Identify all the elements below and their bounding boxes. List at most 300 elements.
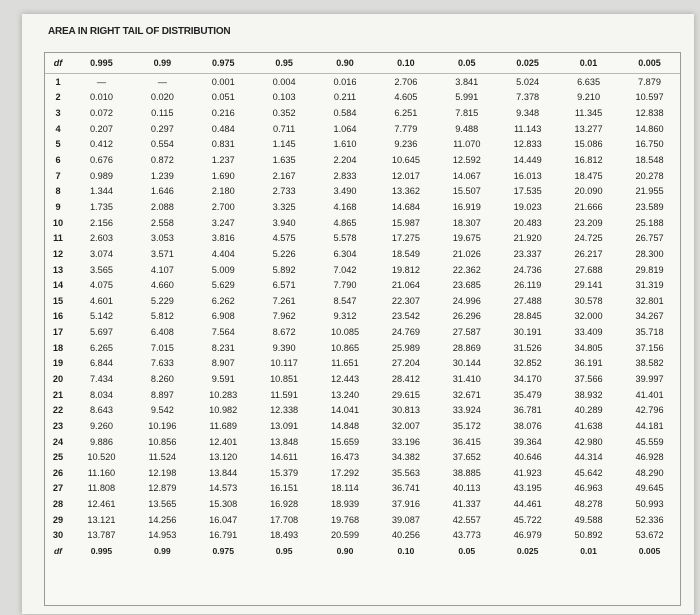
value-cell: 40.289 (574, 405, 603, 416)
value-cell: 11.591 (270, 389, 298, 400)
table-row (45, 90, 680, 106)
value-cell: 40.113 (453, 483, 481, 494)
value-cell: 18.493 (270, 530, 299, 541)
value-cell: 44.461 (513, 499, 542, 510)
value-cell: 18.548 (635, 155, 664, 166)
value-cell: 6.304 (333, 248, 357, 259)
df-cell: 17 (52, 327, 64, 338)
table-row (45, 402, 680, 418)
value-cell: 17.275 (391, 233, 420, 244)
value-cell: 6.571 (272, 280, 296, 291)
value-cell: 30.813 (391, 405, 420, 416)
value-cell: 6.262 (211, 295, 235, 306)
df-header: df (45, 53, 71, 74)
table-row (45, 152, 680, 168)
value-cell: 32.852 (513, 358, 542, 369)
table-row (45, 528, 680, 544)
value-cell: 0.711 (272, 123, 296, 134)
value-cell: 1.237 (211, 155, 235, 166)
value-cell: 0.989 (89, 170, 113, 181)
table-row (45, 340, 680, 356)
value-cell: 9.312 (333, 311, 357, 322)
value-cell: 3.490 (333, 186, 357, 197)
table-row (45, 168, 680, 184)
value-cell: 48.290 (635, 467, 664, 478)
df-cell: 16 (52, 311, 64, 322)
value-cell: 9.886 (89, 436, 113, 447)
value-cell: 3.940 (272, 217, 296, 228)
value-cell: 34.805 (574, 342, 603, 353)
value-cell: 9.260 (89, 420, 113, 431)
value-cell: 0.115 (151, 108, 174, 119)
value-cell: 28.869 (452, 342, 481, 353)
value-cell: 18.307 (452, 217, 481, 228)
value-cell: 16.791 (209, 530, 238, 541)
value-cell: 20.090 (574, 186, 603, 197)
value-cell: 23.209 (574, 217, 603, 228)
value-cell: 0.554 (150, 139, 174, 150)
value-cell: 21.920 (513, 233, 542, 244)
value-cell: 16.928 (270, 499, 299, 510)
value-cell: 7.962 (272, 311, 296, 322)
value-cell: 45.642 (574, 467, 603, 478)
table-row (45, 496, 680, 512)
table-row (45, 434, 680, 450)
value-cell: 16.047 (209, 514, 238, 525)
value-cell: 46.979 (513, 530, 542, 541)
value-cell: 9.210 (577, 92, 601, 103)
df-cell: 26 (52, 467, 64, 478)
table-row (45, 465, 680, 481)
value-cell: 43.773 (452, 530, 481, 541)
df-cell: 18 (52, 342, 64, 353)
df-footer: df (53, 546, 63, 557)
column-footer: 0.005 (638, 546, 661, 557)
value-cell: 12.461 (87, 499, 116, 510)
value-cell: 35.718 (635, 327, 664, 338)
df-cell: 30 (52, 530, 64, 541)
table-row (45, 183, 680, 199)
value-cell: 41.401 (635, 389, 664, 400)
value-cell: 12.838 (635, 108, 664, 119)
df-cell: 2 (55, 92, 61, 103)
value-cell: 8.907 (211, 358, 235, 369)
value-cell: 0.676 (89, 155, 113, 166)
value-cell: 1.610 (333, 139, 357, 150)
value-cell: 2.558 (150, 217, 174, 228)
table-row (45, 293, 680, 309)
value-cell: 20.599 (330, 530, 360, 541)
value-cell: 11.345 (574, 108, 603, 119)
df-cell: 22 (52, 405, 64, 416)
value-cell: 42.796 (635, 405, 664, 416)
value-cell: 21.064 (391, 280, 420, 291)
value-cell: 20.278 (635, 170, 664, 181)
value-cell: 21.666 (574, 201, 603, 212)
value-cell: 39.997 (635, 373, 664, 384)
value-cell: 0.016 (333, 76, 357, 87)
value-cell: 24.769 (391, 327, 420, 338)
value-cell: 27.488 (513, 295, 542, 306)
value-cell: 41.923 (513, 467, 542, 478)
value-cell: 1.646 (150, 186, 174, 197)
value-cell: 23.685 (452, 280, 481, 291)
df-cell: 10 (52, 217, 64, 228)
table-row (45, 324, 680, 340)
value-cell: 5.226 (272, 248, 296, 259)
value-cell: 12.879 (148, 483, 177, 494)
table-row (45, 512, 680, 528)
value-cell: 1.635 (272, 155, 296, 166)
value-cell: 10.851 (270, 373, 299, 384)
value-cell: 15.507 (452, 186, 481, 197)
value-cell: 4.865 (333, 217, 357, 228)
value-cell: 41.337 (452, 499, 481, 510)
value-cell: 22.362 (452, 264, 481, 275)
value-cell: 15.308 (209, 499, 238, 510)
value-cell: 1.064 (333, 123, 357, 134)
df-cell: 21 (52, 389, 64, 400)
value-cell: 7.564 (211, 327, 235, 338)
table-row (45, 387, 680, 403)
value-cell: 9.348 (516, 108, 540, 119)
value-cell: 4.107 (150, 264, 174, 275)
value-cell: 37.652 (452, 452, 481, 463)
value-cell: 0.010 (89, 92, 113, 103)
value-cell: 7.633 (150, 358, 174, 369)
value-cell: 8.643 (89, 405, 113, 416)
value-cell: 5.697 (89, 327, 113, 338)
table-row (45, 277, 680, 293)
value-cell: 7.879 (638, 76, 661, 87)
value-cell: 13.120 (209, 452, 238, 463)
value-cell: 0.020 (150, 92, 174, 103)
df-cell: 7 (55, 170, 61, 181)
value-cell: 11.689 (209, 420, 237, 431)
value-cell: 31.526 (513, 342, 542, 353)
value-cell: 50.993 (635, 499, 664, 510)
value-cell: 1.735 (89, 201, 113, 212)
value-cell: 2.156 (89, 217, 113, 228)
value-cell: 34.267 (635, 311, 664, 322)
df-cell: 11 (53, 233, 63, 244)
table-body (45, 74, 680, 544)
value-cell: 5.009 (211, 264, 235, 275)
value-cell: 26.119 (513, 280, 542, 291)
column-footer: 0.95 (275, 546, 293, 557)
value-cell: 21.026 (452, 248, 481, 259)
df-cell: 6 (55, 155, 61, 166)
value-cell: 9.236 (394, 139, 418, 150)
value-cell: 9.591 (211, 373, 235, 384)
value-cell: 12.017 (391, 170, 420, 181)
df-cell: 15 (52, 295, 64, 306)
column-footer: 0.99 (153, 546, 171, 557)
df-cell: 29 (52, 514, 64, 525)
value-cell: 2.733 (272, 186, 296, 197)
df-cell: 4 (55, 123, 61, 134)
value-cell: 5.578 (333, 233, 357, 244)
value-cell: 34.382 (391, 452, 420, 463)
value-cell: 26.296 (452, 311, 481, 322)
value-cell: 10.856 (148, 436, 177, 447)
chi-square-table-frame (44, 52, 681, 606)
table-row (45, 449, 680, 465)
column-footer: 0.025 (516, 546, 539, 557)
value-cell: 14.449 (513, 155, 542, 166)
value-cell: 12.592 (452, 155, 481, 166)
value-cell: 14.611 (270, 452, 298, 463)
value-cell: 23.337 (513, 248, 542, 259)
table-row (45, 262, 680, 278)
value-cell: 8.034 (89, 389, 113, 400)
table-row (45, 230, 680, 246)
value-cell: 0.872 (150, 155, 174, 166)
value-cell: 0.831 (211, 139, 235, 150)
value-cell: 50.892 (574, 530, 603, 541)
value-cell: 19.023 (513, 201, 542, 212)
value-cell: 13.565 (148, 499, 177, 510)
value-cell: 27.204 (391, 358, 420, 369)
value-cell: 44.181 (635, 420, 664, 431)
value-cell: 48.278 (574, 499, 603, 510)
value-cell: 4.605 (394, 92, 418, 103)
value-cell: 16.473 (330, 452, 360, 463)
value-cell: 6.408 (150, 327, 174, 338)
value-cell: 4.075 (89, 280, 113, 291)
value-cell: 11.160 (87, 467, 116, 478)
value-cell: 7.790 (333, 280, 357, 291)
value-cell: 22.307 (391, 295, 420, 306)
value-cell: 0.207 (89, 123, 113, 134)
column-header: 0.01 (558, 53, 619, 74)
df-cell: 14 (52, 280, 64, 291)
value-cell: 10.196 (148, 420, 177, 431)
table-row (45, 215, 680, 231)
value-cell: 28.412 (391, 373, 420, 384)
value-cell: 11.143 (513, 123, 542, 134)
column-header: 0.995 (71, 53, 132, 74)
value-cell: 17.292 (330, 467, 360, 478)
value-cell: 3.816 (211, 233, 235, 244)
value-cell: 5.629 (211, 280, 235, 291)
value-cell: 19.675 (452, 233, 481, 244)
value-cell: 7.815 (455, 108, 479, 119)
value-cell: 15.086 (574, 139, 603, 150)
value-cell: 36.415 (452, 436, 481, 447)
value-cell: 45.559 (635, 436, 664, 447)
df-cell: 19 (52, 358, 64, 369)
value-cell: 4.601 (89, 295, 113, 306)
value-cell: 19.768 (330, 514, 360, 525)
value-cell: 49.588 (574, 514, 603, 525)
value-cell: 18.549 (391, 248, 420, 259)
value-cell: 24.725 (574, 233, 603, 244)
table-row (45, 371, 680, 387)
value-cell: 45.722 (513, 514, 542, 525)
value-cell: 6.251 (394, 108, 418, 119)
value-cell: 16.919 (452, 201, 481, 212)
value-cell: 32.007 (391, 420, 420, 431)
column-footer: 0.995 (90, 546, 113, 557)
value-cell: 49.645 (635, 483, 664, 494)
value-cell: 5.229 (150, 295, 174, 306)
value-cell: 7.042 (333, 264, 357, 275)
column-header: 0.10 (375, 53, 436, 74)
value-cell: 9.488 (455, 123, 479, 134)
value-cell: 10.520 (87, 452, 116, 463)
value-cell: 6.844 (89, 358, 113, 369)
value-cell: 11.524 (148, 452, 177, 463)
value-cell: 12.338 (270, 405, 299, 416)
df-cell: 12 (52, 248, 64, 259)
value-cell: 10.982 (209, 405, 238, 416)
table-row (45, 246, 680, 262)
value-cell: 39.087 (391, 514, 420, 525)
value-cell: 0.004 (272, 76, 296, 87)
value-cell: 11.808 (87, 483, 116, 494)
value-cell: — (96, 76, 107, 87)
value-cell: 8.260 (150, 373, 174, 384)
value-cell: 31.319 (635, 280, 664, 291)
value-cell: 3.074 (89, 248, 113, 259)
table-row (45, 137, 680, 153)
df-cell: 8 (55, 186, 61, 197)
df-cell: 25 (52, 452, 64, 463)
value-cell: 29.141 (574, 280, 603, 291)
value-cell: 32.000 (574, 311, 603, 322)
value-cell: 15.659 (330, 436, 360, 447)
value-cell: 11.070 (453, 139, 481, 150)
df-cell: 3 (55, 108, 61, 119)
value-cell: 33.196 (391, 436, 420, 447)
value-cell: 28.845 (513, 311, 542, 322)
value-cell: 0.001 (211, 76, 235, 87)
column-header: 0.95 (254, 53, 315, 74)
value-cell: 7.261 (272, 295, 296, 306)
value-cell: 0.051 (211, 92, 235, 103)
value-cell: 3.571 (150, 248, 174, 259)
value-cell: 42.557 (452, 514, 481, 525)
df-cell: 20 (52, 373, 64, 384)
value-cell: 10.085 (330, 327, 360, 338)
value-cell: 12.198 (148, 467, 177, 478)
column-footer: 0.10 (397, 546, 415, 557)
value-cell: 38.885 (452, 467, 481, 478)
value-cell: 37.566 (574, 373, 603, 384)
table-row (45, 481, 680, 497)
value-cell: 23.542 (391, 311, 420, 322)
value-cell: 21.955 (635, 186, 664, 197)
value-cell: 0.072 (89, 108, 113, 119)
value-cell: 13.844 (209, 467, 238, 478)
value-cell: 16.013 (513, 170, 542, 181)
value-cell: 7.779 (394, 123, 418, 134)
value-cell: 37.156 (635, 342, 664, 353)
value-cell: 17.708 (270, 514, 299, 525)
value-cell: 36.191 (574, 358, 603, 369)
df-cell: 24 (52, 436, 64, 447)
value-cell: 5.991 (455, 92, 479, 103)
value-cell: 17.535 (513, 186, 542, 197)
value-cell: 4.660 (150, 280, 174, 291)
value-cell: 0.103 (272, 92, 296, 103)
value-cell: 3.053 (150, 233, 174, 244)
value-cell: 0.211 (333, 92, 357, 103)
value-cell: 46.963 (574, 483, 603, 494)
value-cell: 12.401 (209, 436, 238, 447)
value-cell: 36.741 (391, 483, 420, 494)
value-cell: 4.404 (211, 248, 235, 259)
value-cell: 53.672 (635, 530, 664, 541)
column-header: 0.05 (436, 53, 497, 74)
value-cell: 5.892 (272, 264, 296, 275)
value-cell: 16.151 (270, 483, 299, 494)
value-cell: 14.684 (391, 201, 420, 212)
value-cell: 32.801 (635, 295, 664, 306)
column-header: 0.025 (497, 53, 558, 74)
value-cell: 3.247 (211, 217, 235, 228)
value-cell: 7.378 (516, 92, 540, 103)
value-cell: 2.167 (272, 170, 296, 181)
value-cell: 26.217 (574, 248, 603, 259)
value-cell: 2.603 (89, 233, 113, 244)
value-cell: 29.615 (391, 389, 420, 400)
table-row (45, 199, 680, 215)
value-cell: 3.565 (89, 264, 113, 275)
value-cell: 52.336 (635, 514, 664, 525)
value-cell: 8.547 (333, 295, 357, 306)
value-cell: 10.645 (391, 155, 420, 166)
value-cell: 13.240 (330, 389, 360, 400)
value-cell: 7.015 (150, 342, 174, 353)
column-header: 0.005 (619, 53, 680, 74)
df-cell: 23 (52, 420, 64, 431)
column-header: 0.99 (132, 53, 193, 74)
column-footer: 0.01 (580, 546, 597, 557)
df-cell: 9 (55, 201, 61, 212)
df-cell: 13 (52, 264, 64, 275)
value-cell: 5.812 (150, 311, 174, 322)
value-cell: 6.908 (211, 311, 235, 322)
value-cell: 16.812 (574, 155, 603, 166)
value-cell: 0.584 (333, 108, 357, 119)
value-cell: 38.932 (574, 389, 603, 400)
value-cell: 25.188 (635, 217, 664, 228)
value-cell: 19.812 (391, 264, 420, 275)
value-cell: 34.170 (513, 373, 542, 384)
value-cell: 13.277 (574, 123, 603, 134)
column-header: 0.90 (315, 53, 376, 74)
value-cell: 44.314 (574, 452, 603, 463)
value-cell: 38.582 (635, 358, 664, 369)
value-cell: 43.195 (513, 483, 542, 494)
value-cell: 5.142 (89, 311, 113, 322)
value-cell: 16.750 (635, 139, 664, 150)
value-cell: 14.573 (209, 483, 238, 494)
value-cell: 40.256 (391, 530, 420, 541)
value-cell: 1.690 (211, 170, 235, 181)
df-cell: 27 (52, 483, 64, 494)
value-cell: 14.067 (452, 170, 481, 181)
value-cell: 25.989 (391, 342, 420, 353)
column-footer: 0.975 (212, 546, 234, 557)
value-cell: 18.939 (330, 499, 360, 510)
value-cell: 18.475 (574, 170, 603, 181)
value-cell: 27.587 (452, 327, 481, 338)
column-header: 0.975 (193, 53, 254, 74)
value-cell: 32.671 (452, 389, 481, 400)
